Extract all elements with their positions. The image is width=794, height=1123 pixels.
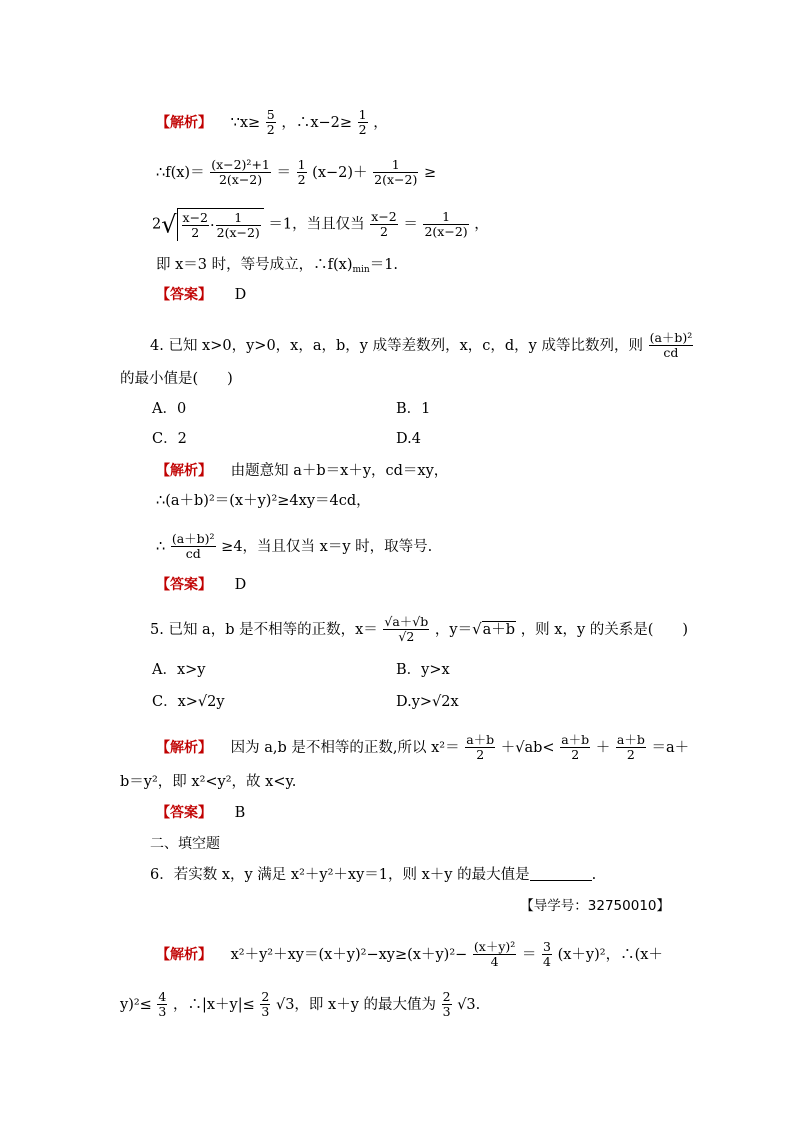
analysis-tag: 【解析】 bbox=[156, 946, 212, 963]
option-b[interactable]: B．1 bbox=[396, 401, 431, 417]
question-stem: 5. 已知 a，b 是不相等的正数，x＝ $\frac{√a+√b}{√2}$ ，y＝√a＋b ，则 x，y 的关系是( ) bbox=[150, 614, 689, 645]
option-c[interactable]: C．x>√2y bbox=[152, 694, 225, 710]
radical-sign: √ bbox=[472, 619, 482, 638]
solution-line: b＝y²，即 x²<y²，故 x<y. bbox=[120, 774, 297, 790]
solution-line: 【解析】 ∵x≥ $\frac{5}{2}$ ，∴x−2≥ $\frac{1}{2}$ ， bbox=[156, 107, 388, 138]
fraction: $\frac{a+b}{2}$ bbox=[466, 732, 495, 763]
fraction: $\frac{a+b}{2}$ bbox=[561, 732, 590, 763]
fraction: $\frac{a+b}{2}$ bbox=[616, 732, 645, 763]
fraction: $\frac{1}{2(x-2)}$ bbox=[424, 208, 468, 239]
fraction: $\frac{1}{2(x-2)}$ bbox=[374, 157, 418, 188]
solution-line: ∴f(x)＝ $\frac{\text{(x−2)²+1}}{2(x-2)}$ ＝ $\frac{1}{2}$ (x−2)＋ $\frac{1}{2(x-2)}$ ≥ bbox=[156, 157, 437, 188]
option-c[interactable]: C．2 bbox=[152, 431, 187, 447]
option-d[interactable]: D.4 bbox=[396, 431, 421, 447]
solution-line: 【解析】 x²＋y²＋xy＝(x＋y)²−xy≥(x＋y)²− $\frac{\text{(x＋y)²}}{4}$ ＝ $\frac{3}{4}$ (x＋y)²，∴(x＋ bbox=[156, 939, 663, 970]
question-stem: 4. 已知 x>0，y>0，x，a，b，y 成等差数列，x，c，d，y 成等比数列，则 $\frac{\text{(a＋b)²}}{cd}$ bbox=[150, 330, 693, 361]
solution-line: y)²≤ $\frac{4}{3}$ ，∴|x＋y|≤ $\frac{2}{3}$ √3，即 x＋y 的最大值为 $\frac{2}{3}$ √3. bbox=[120, 989, 481, 1020]
answer-tag: 【答案】 bbox=[156, 287, 212, 303]
answer-value: B bbox=[234, 805, 246, 821]
solution-line: 【解析】 因为 a,b 是不相等的正数,所以 x²＝ $\frac{a+b}{2}$ ＋√ab< $\frac{a+b}{2}$ ＋ $\frac{a+b}{2}$ ＝a＋ bbox=[156, 732, 690, 763]
answer-line bbox=[156, 288, 246, 303]
answer-value: D bbox=[234, 287, 247, 303]
fraction: $\frac{\text{(a＋b)²}}{cd}$ bbox=[171, 531, 215, 562]
fraction: $\frac{\text{(x＋y)²}}{4}$ bbox=[473, 939, 516, 970]
answer-tag: 【答案】 bbox=[156, 577, 212, 593]
option-a[interactable]: A．x>y bbox=[152, 662, 206, 678]
solution-line: 2√ $\frac{x-2}{2}$ · $\frac{1}{2(x-2)}$ ＝1，当且仅当 $\frac{x-2}{2}$ ＝ $\frac{1}{2(x-2)}$ ， bbox=[152, 208, 489, 241]
fraction: $\frac{√a+√b}{√2}$ bbox=[384, 614, 429, 645]
option-d[interactable]: D.y>√2x bbox=[396, 694, 459, 710]
fraction: $\frac{2}{3}$ bbox=[442, 989, 451, 1020]
answer-tag: 【答案】 bbox=[156, 805, 212, 821]
fraction: $\frac{4}{3}$ bbox=[158, 989, 167, 1020]
solution-line: 【解析】 由题意知 a＋b＝x＋y，cd＝xy， bbox=[156, 463, 449, 479]
solution-line: ∴ $\frac{\text{(a＋b)²}}{cd}$ ≥4，当且仅当 x＝y 时，取等号. bbox=[156, 531, 433, 562]
solution-line: ∴(a＋b)²＝(x＋y)²≥4xy＝4cd， bbox=[156, 493, 371, 509]
section-heading: 二、填空题 bbox=[150, 836, 220, 852]
answer-line bbox=[156, 578, 246, 593]
option-b[interactable]: B．y>x bbox=[396, 662, 450, 678]
radical: √ $\frac{x-2}{2}$ · $\frac{1}{2(x-2)}$ bbox=[161, 208, 264, 241]
analysis-tag: 【解析】 bbox=[156, 114, 212, 131]
reference-code: 【导学号：32750010】 bbox=[520, 898, 670, 914]
answer-line bbox=[156, 806, 245, 821]
fraction: $\frac{\text{(x−2)²+1}}{2(x-2)}$ bbox=[211, 157, 270, 188]
answer-value: D bbox=[234, 577, 247, 593]
fraction: $\frac{3}{4}$ bbox=[543, 939, 551, 970]
fraction: $\frac{x-2}{2}$ bbox=[371, 208, 397, 239]
question-stem: 6．若实数 x，y 满足 x²＋y²＋xy＝1，则 x＋y 的最大值是 . bbox=[150, 867, 597, 883]
answer-blank[interactable] bbox=[530, 868, 592, 881]
solution-line: 即 x＝3 时，等号成立，$\therefore f(x)_{min}=1$. bbox=[156, 257, 399, 275]
fraction: $\frac{2}{3}$ bbox=[261, 989, 270, 1020]
analysis-tag: 【解析】 bbox=[156, 739, 212, 756]
analysis-tag: 【解析】 bbox=[156, 463, 212, 479]
fraction: $\frac{1}{2}$ bbox=[358, 107, 367, 138]
question-stem: 的最小值是( ) bbox=[120, 371, 233, 387]
fraction: $\frac{\text{(a＋b)²}}{cd}$ bbox=[649, 330, 693, 361]
option-a[interactable]: A．0 bbox=[152, 401, 187, 417]
fraction: $\frac{1}{2}$ bbox=[297, 157, 306, 188]
fraction: $\frac{5}{2}$ bbox=[266, 107, 275, 138]
